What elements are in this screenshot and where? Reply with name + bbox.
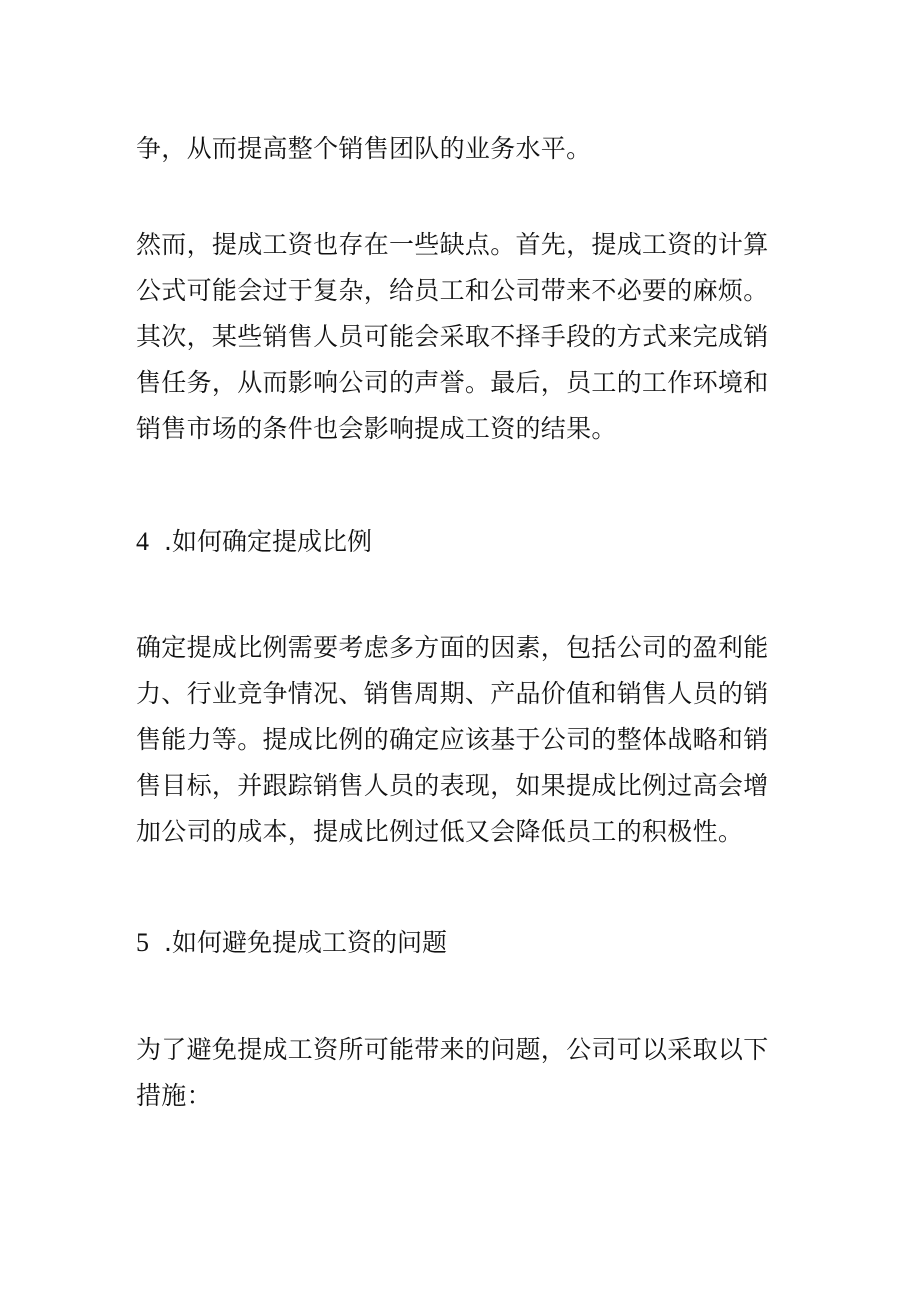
paragraph-line: 销售市场的条件也会影响提成工资的结果。 [136,414,617,443]
paragraph-line: 售目标，并跟踪销售人员的表现，如果提成比例过高会增 [136,771,769,800]
paragraph-line: 其次，某些销售人员可能会采取不择手段的方式来完成销 [136,322,769,351]
paragraph-4 [136,1027,796,1119]
section-heading-4 [136,519,372,565]
paragraph-line: 力、行业竞争情况、销售周期、产品价值和销售人员的销 [136,679,769,708]
paragraph-line: 措施： [136,1081,212,1110]
paragraph-line: 争，从而提高整个销售团队的业务水平。 [136,134,592,163]
paragraph-line: 公式可能会过于复杂，给员工和公司带来不必要的麻烦。 [136,276,769,305]
section-title: .如何避免提成工资的问题 [164,928,447,957]
paragraph-line: 售能力等。提成比例的确定应该基于公司的整体战略和销 [136,725,769,754]
section-title: .如何确定提成比例 [164,527,372,556]
paragraph-line: 为了避免提成工资所可能带来的问题，公司可以采取以下 [136,1035,769,1064]
section-number: 4 [136,527,149,556]
paragraph-line: 加公司的成本，提成比例过低又会降低员工的积极性。 [136,817,744,846]
section-number: 5 [136,928,149,957]
paragraph-line: 确定提成比例需要考虑多方面的因素，包括公司的盈利能 [136,633,769,662]
paragraph-2 [136,222,796,452]
paragraph-line: 然而，提成工资也存在一些缺点。首先，提成工资的计算 [136,230,769,259]
section-heading-5 [136,920,447,966]
paragraph-1 [136,126,796,172]
paragraph-3 [136,625,796,855]
paragraph-line: 售任务，从而影响公司的声誉。最后，员工的工作环境和 [136,368,769,397]
